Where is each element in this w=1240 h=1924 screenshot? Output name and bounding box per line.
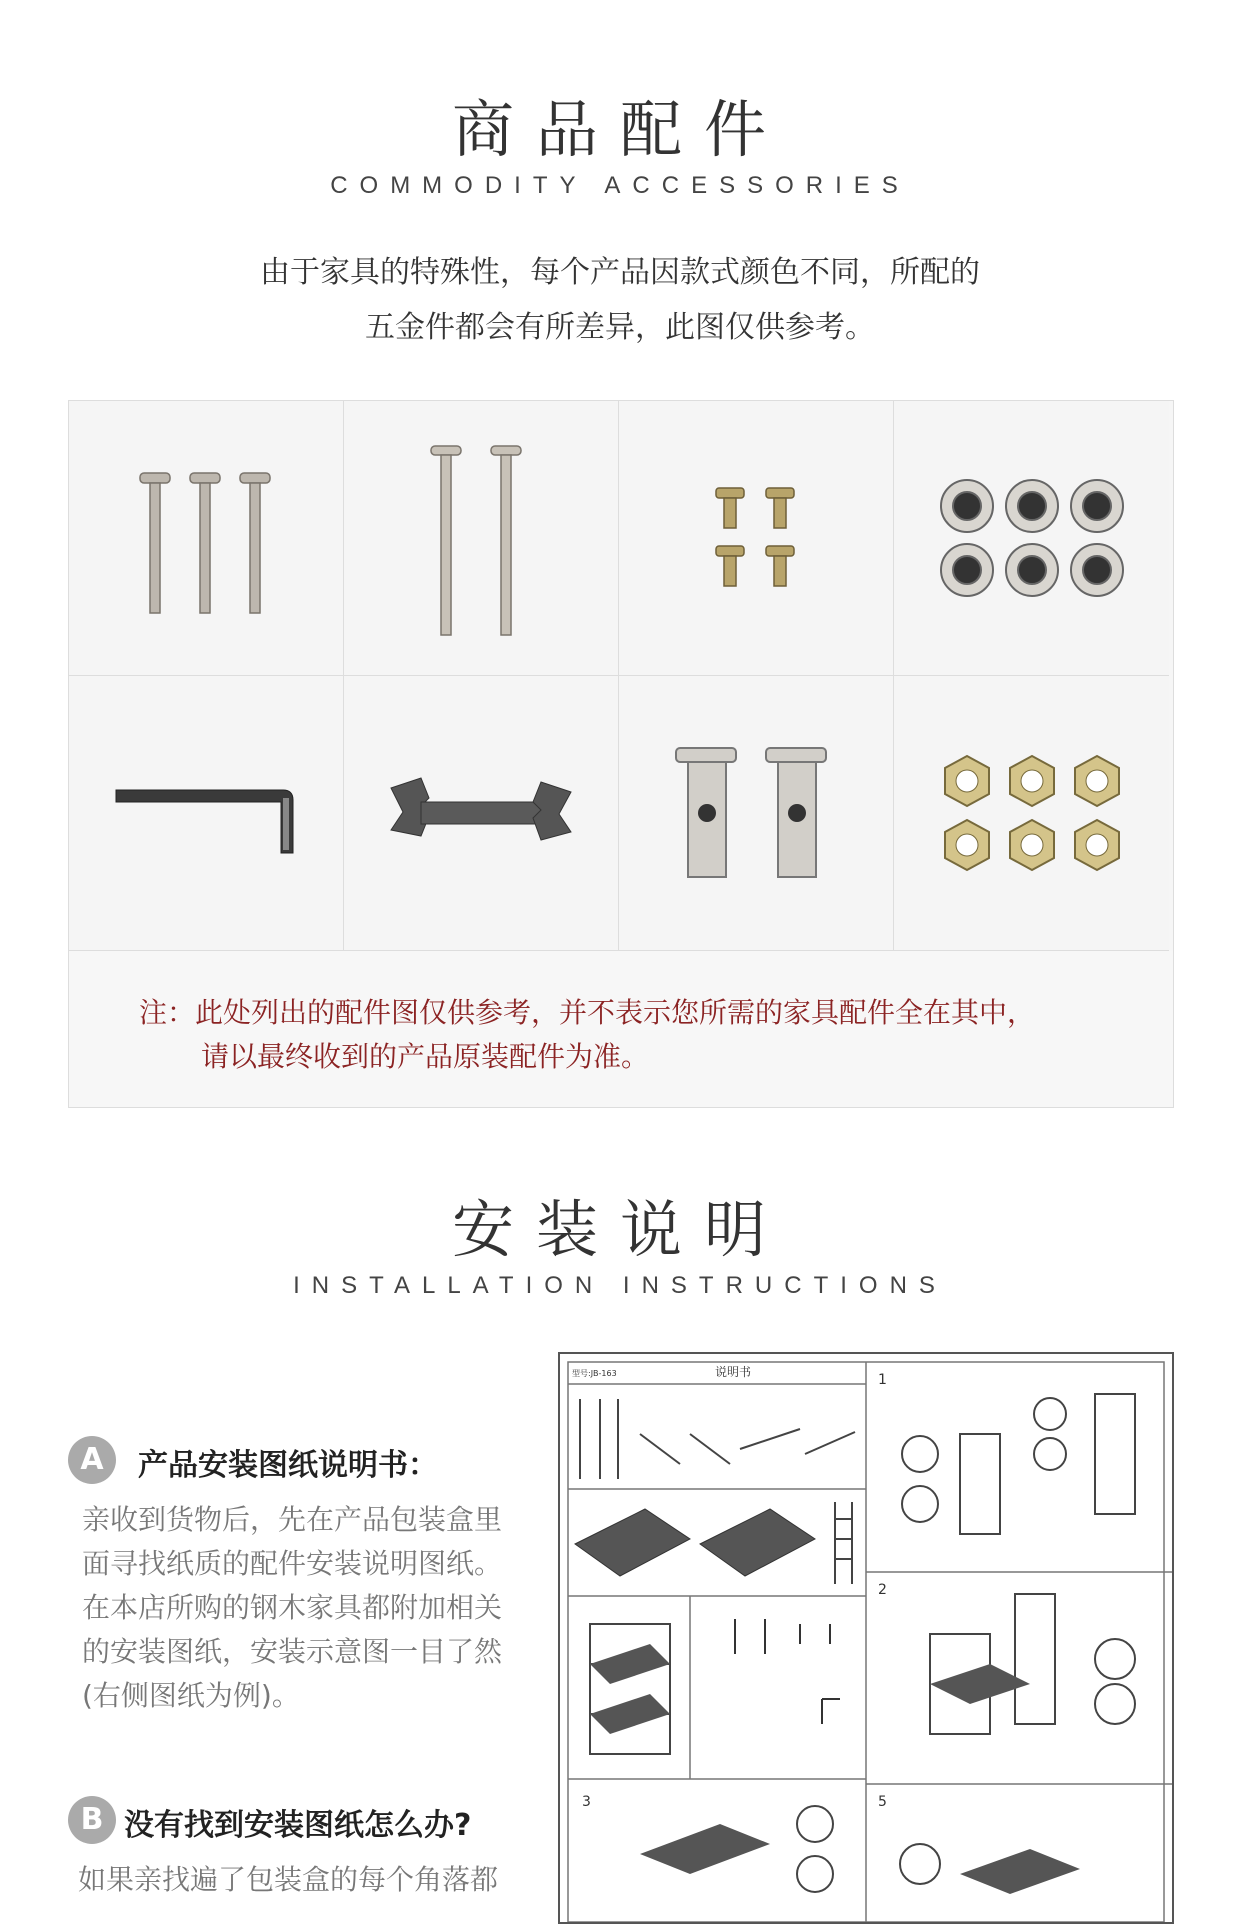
accessory-hex-key (69, 676, 344, 951)
part-a-heading: 产品安装图纸说明书： (138, 1448, 438, 1483)
part-a-line: 的安装图纸，安装示意图一目了然 (82, 1635, 503, 1668)
part-a-line: 在本店所购的钢木家具都附加相关 (82, 1591, 503, 1624)
section1-subtitle: COMMODITY ACCESSORIES (330, 172, 910, 199)
note-line2: 请以最终收到的产品原装配件为准。 (201, 1040, 650, 1073)
part-b-line: 如果亲找遍了包装盒的每个角落都 (78, 1863, 499, 1896)
accessory-short-bolt-set-4 (619, 401, 894, 676)
wrench-icon (381, 768, 581, 858)
bolt-icon (706, 478, 806, 598)
section1-title: 商品配件 (451, 93, 788, 166)
step-label: 2 (878, 1582, 887, 1598)
nut-icon (937, 473, 1127, 603)
installation-manual-image (558, 1352, 1174, 1924)
part-a-line: (右侧图纸为例)。 (82, 1679, 300, 1712)
bolt-icon (411, 438, 551, 638)
section1-intro-line2: 五金件都会有所差异，此图仅供参考。 (365, 310, 875, 345)
accessories-grid (68, 400, 1174, 1108)
accessory-screw-set-3 (69, 401, 344, 676)
manual-title: 说明书 (715, 1365, 752, 1379)
part-b-body (78, 1858, 518, 1902)
part-a-line: 亲收到货物后，先在产品包装盒里 (82, 1503, 503, 1536)
step-label: 3 (582, 1794, 591, 1810)
manual-drawing (560, 1354, 1172, 1922)
section1-intro-line1: 由于家具的特殊性，每个产品因款式颜色不同，所配的 (260, 255, 980, 290)
note-line1: 注：此处列出的配件图仅供参考，并不表示您所需的家具配件全在其中， (139, 996, 1036, 1029)
part-a-line: 面寻找纸质的配件安装说明图纸。 (82, 1547, 503, 1580)
accessory-note (69, 951, 1173, 1107)
part-b-heading: 没有找到安装图纸怎么办? (124, 1808, 472, 1843)
accessory-long-bolt-set-2 (344, 401, 619, 676)
section2-subtitle: INSTALLATION INSTRUCTIONS (293, 1272, 947, 1299)
manual-model: 型号:JB-163 (572, 1369, 617, 1378)
accessory-wrench (344, 676, 619, 951)
step-label: 5 (878, 1794, 887, 1810)
hex-key-icon (111, 768, 301, 858)
badge-b: B (68, 1796, 116, 1844)
accessory-brass-nut-set-6 (894, 676, 1169, 951)
screw-icon (126, 453, 286, 623)
accessory-barrel-nut-set-2 (619, 676, 894, 951)
section2-title: 安装说明 (451, 1193, 788, 1266)
part-a-body (82, 1498, 522, 1718)
barrel-nut-icon (666, 743, 846, 883)
step-label: 1 (878, 1372, 887, 1388)
accessory-lock-nut-set-6 (894, 401, 1169, 676)
nut-icon (937, 748, 1127, 878)
badge-a: A (68, 1436, 116, 1484)
